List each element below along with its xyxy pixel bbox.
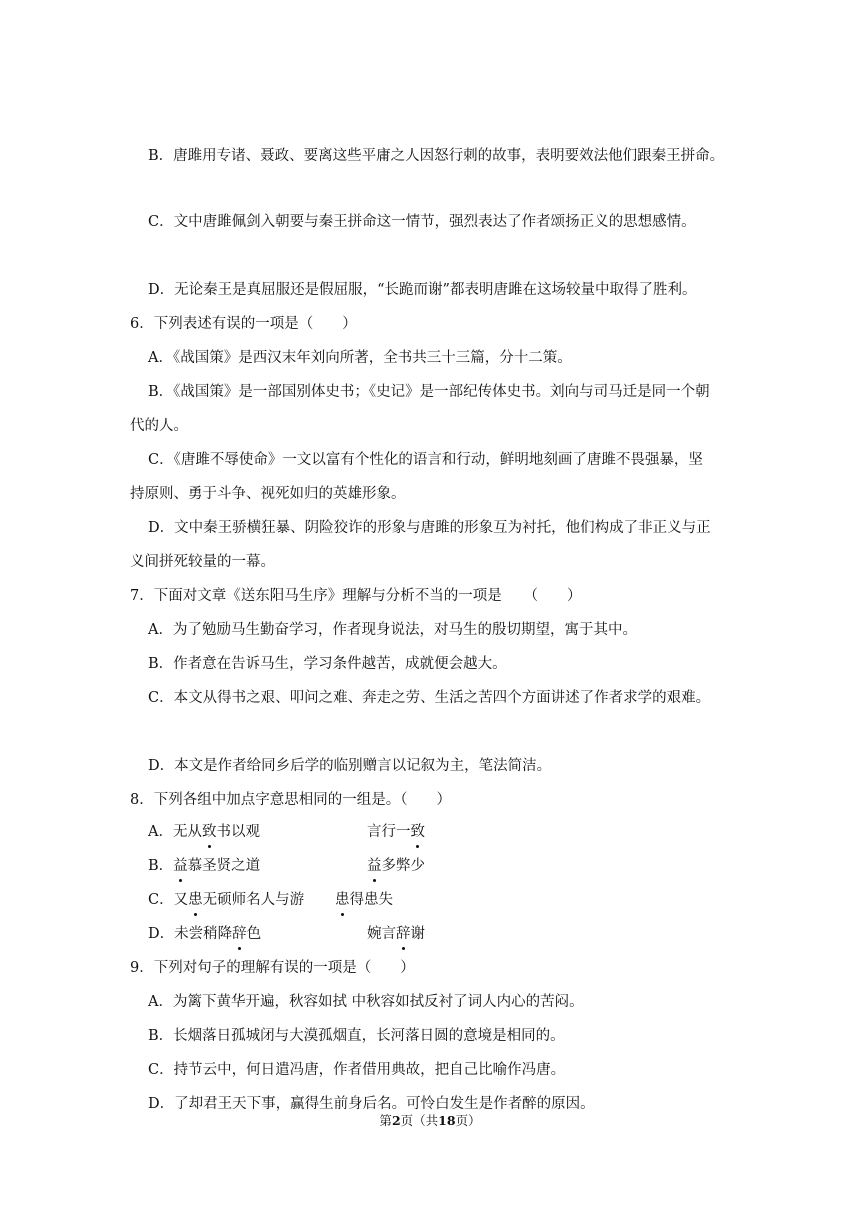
dotted-char: 辞 <box>232 926 247 942</box>
text: 多弊少 <box>381 858 425 874</box>
q5-option-d: D．无论秦王是真屈服还是假屈服，“长跪而谢”都表明唐雎在这场较量中取得了胜利。 <box>148 282 697 298</box>
q9-stem: 9．下列对句子的理解有误的一项是（ ） <box>130 960 415 976</box>
q5-option-c: C．文中唐雎佩剑入朝要与秦王拼命这一情节，强烈表达了作者颂扬正义的思想感情。 <box>148 214 696 230</box>
text: A．无从 <box>148 824 202 840</box>
q6-option-d-cont: 义间拼死较量的一幕。 <box>130 554 275 570</box>
q8-option-d <box>148 924 261 944</box>
q8-c-right <box>335 890 393 910</box>
text: B． <box>148 858 174 874</box>
page-number: 2 <box>391 1113 401 1128</box>
q8-option-b <box>148 856 260 876</box>
footer-text: 页（共 <box>400 1113 439 1128</box>
text: C．又 <box>148 892 189 908</box>
dotted-char: 患 <box>188 892 203 908</box>
page-total: 18 <box>438 1113 456 1128</box>
dotted-char: 辞 <box>396 926 411 942</box>
text: 言行一 <box>367 824 411 840</box>
q6-option-c: C．《唐雎不辱使命》一文以富有个性化的语言和行动，鲜明地刻画了唐雎不畏强暴，坚 <box>148 452 703 468</box>
q8-option-a <box>148 822 260 842</box>
q6-stem: 6．下列表述有误的一项是（ ） <box>130 316 357 332</box>
dotted-char: 益 <box>173 858 188 874</box>
text: 谢 <box>410 926 425 942</box>
page-footer <box>0 1112 860 1130</box>
text: 慕圣贤之道 <box>187 858 261 874</box>
text: 色 <box>246 926 262 942</box>
q8-d-right <box>367 924 425 944</box>
q6-option-b: B．《战国策》是一部国别体史书；《史记》是一部纪传体史书。刘向与司马迁是同一个朝 <box>148 384 710 400</box>
dotted-char: 致 <box>201 824 217 840</box>
text: 书以观 <box>216 824 260 840</box>
q6-option-b-cont: 代的人。 <box>130 418 188 434</box>
q9-option-a: A．为篱下黄华开遍，秋容如拭 中秋容如拭反衬了词人内心的苦闷。 <box>148 994 584 1010</box>
q9-option-b: B．长烟落日孤城闭与大漠孤烟直，长河落日圆的意境是相同的。 <box>148 1028 565 1044</box>
q6-option-a: A．《战国策》是西汉末年刘向所著，全书共三十三篇，分十二策。 <box>148 350 572 366</box>
text: 得患失 <box>349 892 393 908</box>
footer-text: 第 <box>379 1113 392 1128</box>
footer-text: 页） <box>455 1113 481 1128</box>
q9-option-d: D．了却君王天下事，赢得生前身后名。可怜白发生是作者醉的原因。 <box>148 1096 595 1112</box>
text: 婉言 <box>367 926 396 942</box>
dotted-char: 致 <box>410 824 425 840</box>
q7-option-a: A．为了勉励马生勤奋学习，作者现身说法，对马生的殷切期望，寓于其中。 <box>148 622 637 638</box>
q6-option-c-cont: 持原则、勇于斗争、视死如归的英雄形象。 <box>130 486 406 502</box>
q8-a-right <box>367 822 425 842</box>
q5-option-b: B．唐雎用专诸、聂政、要离这些平庸之人因怒行刺的故事，表明要效法他们跟秦王拼命。 <box>148 148 725 164</box>
q8-b-right <box>367 856 425 876</box>
dotted-char: 益 <box>367 858 382 874</box>
q7-option-b: B．作者意在告诉马生，学习条件越苦，成就便会越大。 <box>148 656 507 672</box>
q8-stem: 8．下列各组中加点字意思相同的一组是。（ ） <box>130 792 451 808</box>
q7-stem: 7．下面对文章《送东阳马生序》理解与分析不当的一项是 （ ） <box>130 588 582 604</box>
q8-a-left <box>148 824 260 840</box>
q8-option-c <box>148 890 304 910</box>
q7-option-d: D．本文是作者给同乡后学的临别赠言以记叙为主，笔法简洁。 <box>148 758 552 774</box>
q6-option-d: D．文中秦王骄横狂暴、阴险狡诈的形象与唐雎的形象互为衬托，他们构成了非正义与正 <box>148 520 711 536</box>
text: 无硕师名人与游 <box>202 892 305 908</box>
dotted-char: 患 <box>335 892 350 908</box>
q9-option-c: C．持节云中，何日遣冯唐，作者借用典故，把自己比喻作冯唐。 <box>148 1062 566 1078</box>
q7-option-c: C．本文从得书之艰、叩问之难、奔走之劳、生活之苦四个方面讲述了作者求学的艰难。 <box>148 690 711 706</box>
text: D．未尝稍降 <box>148 926 233 942</box>
